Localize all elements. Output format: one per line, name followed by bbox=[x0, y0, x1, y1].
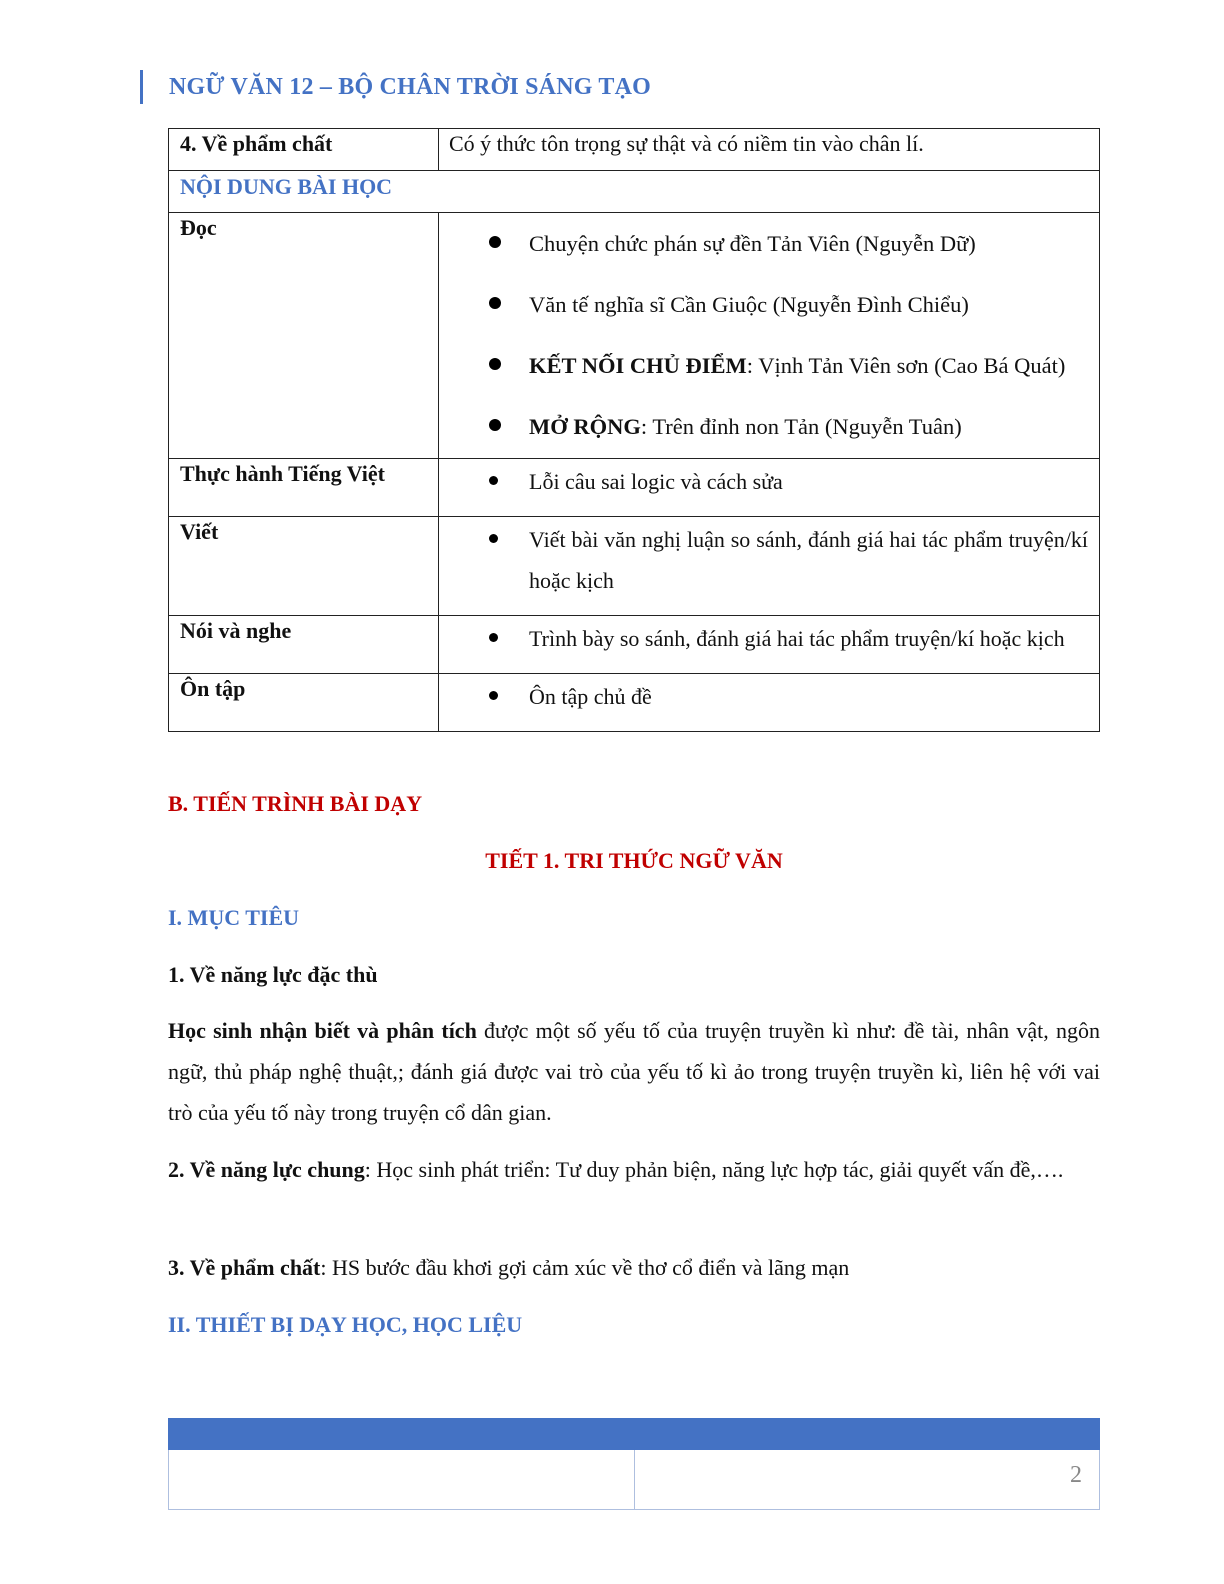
list-item: Lỗi câu sai logic và cách sửa bbox=[489, 461, 1088, 502]
content-heading: NỘI DUNG BÀI HỌC bbox=[169, 171, 1100, 213]
table-row bbox=[169, 517, 1100, 616]
table-row bbox=[169, 129, 1100, 171]
lesson-overview-table bbox=[168, 128, 1100, 732]
list-item: KẾT NỐI CHỦ ĐIỂM: Vịnh Tản Viên sơn (Cao Bá Quát) bbox=[489, 335, 1088, 396]
table-cell bbox=[169, 1450, 635, 1510]
table-header-row bbox=[169, 1419, 1100, 1450]
table-row bbox=[169, 171, 1100, 213]
list-item: Viết bài văn nghị luận so sánh, đánh giá hai tác phẩm truyện/kí hoặc kịch bbox=[489, 519, 1088, 601]
bullet-icon bbox=[489, 534, 498, 543]
review-label: Ôn tập bbox=[169, 674, 439, 732]
bullet-icon bbox=[489, 236, 501, 248]
bullet-icon bbox=[489, 691, 498, 700]
competence-paragraph: Học sinh nhận biết và phân tích được một số yếu tố của truyện truyền kì như: đề tài, nhân vật, ngôn ngữ, thủ pháp nghệ thuật,; đánh giá được vai trò của yếu tố kì ảo trong truyện truyền kì, liên hệ với vai trò của yếu tố này trong truyện cổ dân gian. bbox=[168, 1018, 1101, 1125]
speaking-label: Nói và nghe bbox=[169, 616, 439, 674]
table-row bbox=[169, 616, 1100, 674]
bullet-icon bbox=[489, 358, 501, 370]
quality-paragraph: 3. Về phẩm chất: HS bước đầu khơi gợi cảm xúc về thơ cổ điển và lãng mạn bbox=[168, 1255, 850, 1280]
doc-label: Đọc bbox=[169, 213, 439, 459]
list-item: Ôn tập chủ đề bbox=[489, 676, 1088, 717]
list-item: MỞ RỘNG: Trên đỉnh non Tản (Nguyễn Tuân) bbox=[489, 396, 1088, 457]
bullet-icon bbox=[489, 419, 501, 431]
section-b-title: B. TIẾN TRÌNH BÀI DẠY bbox=[168, 791, 423, 816]
quality-label: 4. Về phẩm chất bbox=[169, 129, 439, 171]
bullet-icon bbox=[489, 476, 498, 485]
table-row bbox=[169, 674, 1100, 732]
table-header-cell bbox=[169, 1419, 635, 1450]
section-ii-title: II. THIẾT BỊ DẠY HỌC, HỌC LIỆU bbox=[168, 1312, 523, 1337]
doc-list bbox=[449, 213, 1088, 457]
competence-heading: 1. Về năng lực đặc thù bbox=[168, 962, 378, 987]
table-cell bbox=[635, 1450, 1100, 1510]
quality-value: Có ý thức tôn trọng sự thật và có niềm tin vào chân lí. bbox=[439, 129, 1100, 171]
equipment-table bbox=[168, 1418, 1100, 1510]
table-row bbox=[169, 213, 1100, 459]
lesson-title: TIẾT 1. TRI THỨC NGỮ VĂN bbox=[485, 848, 783, 873]
table-row bbox=[169, 1450, 1100, 1510]
practice-label: Thực hành Tiếng Việt bbox=[169, 459, 439, 517]
list-item: Văn tế nghĩa sĩ Cần Giuộc (Nguyễn Đình Chiểu) bbox=[489, 274, 1088, 335]
table-row bbox=[169, 459, 1100, 517]
list-item: Chuyện chức phán sự đền Tản Viên (Nguyễn Dữ) bbox=[489, 213, 1088, 274]
writing-label: Viết bbox=[169, 517, 439, 616]
page-header: NGỮ VĂN 12 – BỘ CHÂN TRỜI SÁNG TẠO bbox=[140, 70, 651, 104]
bullet-icon bbox=[489, 633, 498, 642]
section-i-title: I. MỤC TIÊU bbox=[168, 905, 300, 930]
general-competence-paragraph: 2. Về năng lực chung: Học sinh phát triển: Tư duy phản biện, năng lực hợp tác, giải quyết vấn đề,…. bbox=[168, 1157, 1064, 1182]
page-number: 2 bbox=[1070, 1462, 1082, 1488]
list-item: Trình bày so sánh, đánh giá hai tác phẩm truyện/kí hoặc kịch bbox=[489, 618, 1088, 659]
table-header-cell bbox=[635, 1419, 1100, 1450]
bullet-icon bbox=[489, 297, 501, 309]
